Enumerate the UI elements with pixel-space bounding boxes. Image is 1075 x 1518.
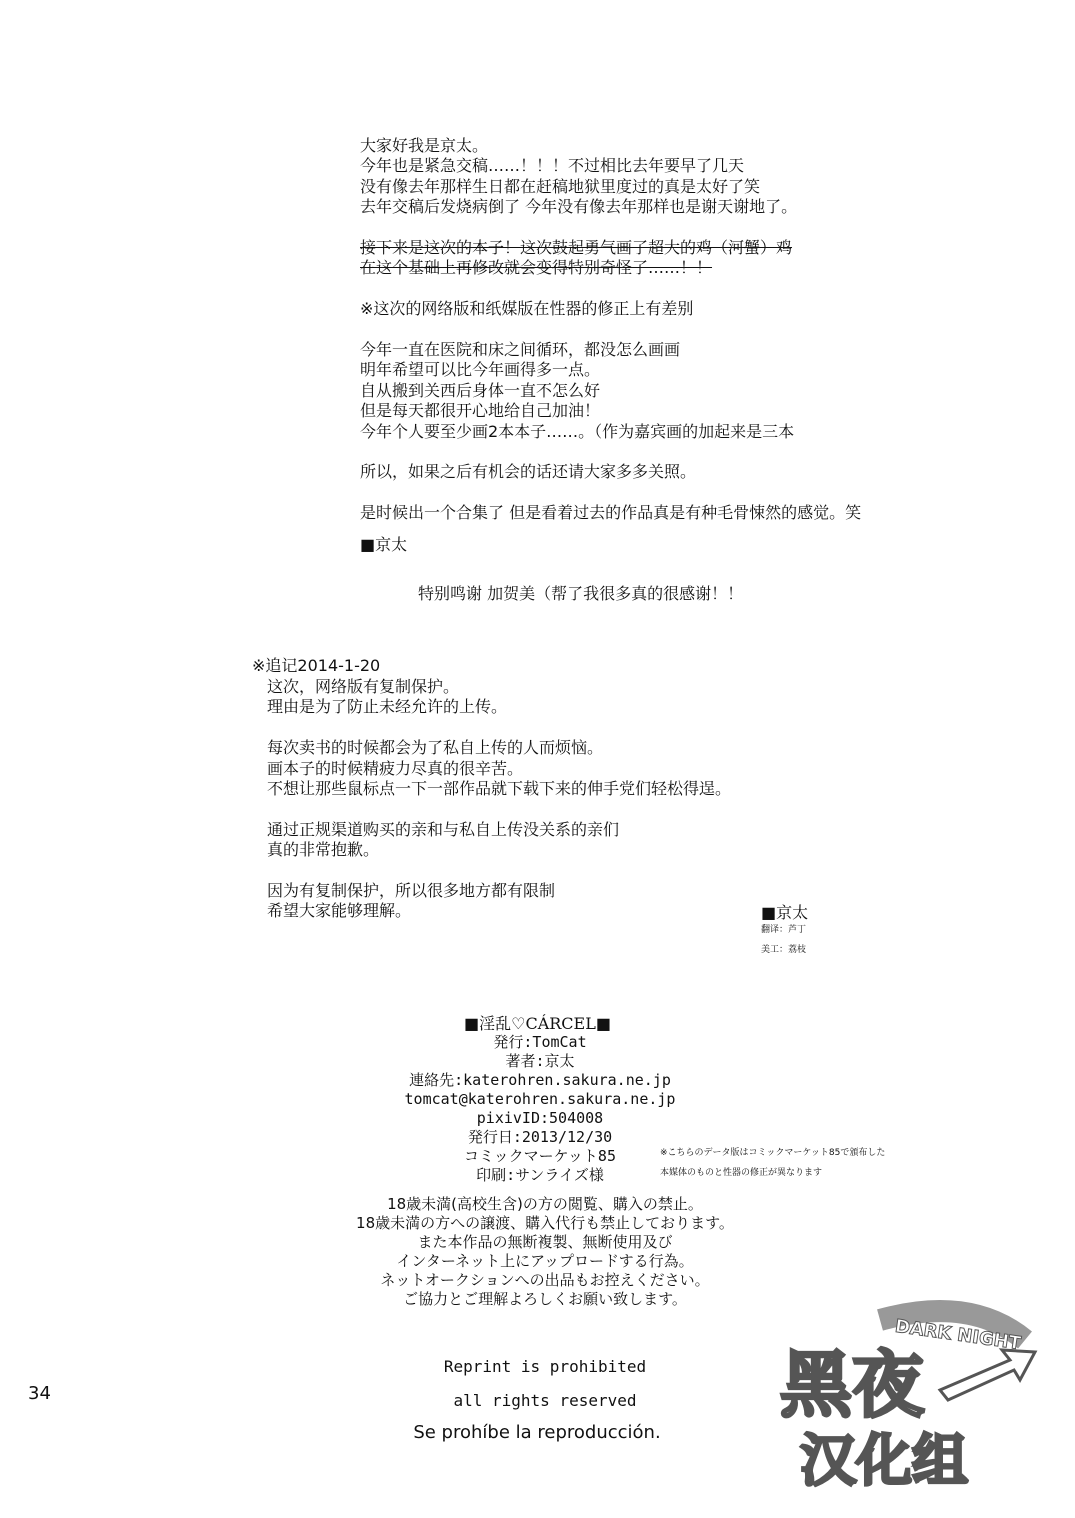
- text-line: 連絡先:katerohren.sakura.ne.jp: [409, 1071, 671, 1089]
- paragraph-gap: [360, 279, 861, 299]
- postscript-text: [267, 677, 731, 922]
- text-line: 没有像去年那样生日都在赶稿地狱里度过的真是太好了笑: [360, 176, 761, 196]
- text-line: 不想让那些鼠标点一下一部作品就下载下来的伸手党们轻松得逞。: [267, 779, 732, 799]
- text-line: 真的非常抱歉。: [267, 840, 380, 860]
- svg-text:汉化组: 汉化组: [800, 1429, 968, 1494]
- text-line: 今年个人要至少画2本本子……。（作为嘉宾画的加起来是三本: [360, 421, 795, 441]
- translation-credits: [761, 924, 806, 965]
- paragraph-gap: [360, 483, 861, 503]
- afterword-text: [360, 136, 861, 524]
- text-line: 翻译：芦丁: [761, 925, 807, 935]
- text-line: 是时候出一个合集了 但是看着过去的作品真是有种毛骨悚然的感觉。笑: [360, 503, 862, 523]
- postscript-heading: ※追记2014-1-20: [252, 656, 381, 675]
- text-line: 18歳未満の方への譲渡、購入代行も禁止しております。: [356, 1214, 734, 1232]
- text-line: 通过正规渠道购买的亲和与私自上传没关系的亲们: [267, 819, 620, 839]
- data-edition-note: [660, 1147, 885, 1188]
- text-line: 接下来是这次的本子！这次鼓起勇气画了超大的鸡（河蟹）鸡: [360, 238, 793, 258]
- postscript-signature: ■京太: [761, 903, 809, 922]
- text-line: 本媒体のものと性器の修正が異なります: [660, 1168, 823, 1179]
- svg-text:DARK NIGHT: DARK NIGHT: [893, 1315, 1023, 1355]
- text-line: 因为有复制保护，所以很多地方都有限制: [267, 881, 556, 901]
- text-line: pixivID:504008: [476, 1109, 604, 1127]
- text-line: tomcat@katerohren.sakura.ne.jp: [404, 1090, 676, 1108]
- page-number: 34: [28, 1383, 51, 1404]
- text-line: [267, 799, 731, 819]
- book-title: ■淫乱♡CÁRCEL■: [464, 1014, 611, 1033]
- text-line: ※这次的网络版和纸媒版在性器的修正上有差别: [360, 299, 694, 319]
- text-line: 著者:京太: [505, 1052, 575, 1070]
- text-line: ※こちらのデータ版はコミックマーケット85で頒布した: [660, 1148, 886, 1158]
- text-line: コミックマーケット85: [463, 1147, 616, 1165]
- text-line: [267, 718, 731, 738]
- text-line: ネットオークションへの出品もお控えください。: [380, 1271, 710, 1289]
- text-line: Reprint is prohibited: [443, 1357, 647, 1376]
- text-line: また本作品の無断複製、無断使用及び: [417, 1233, 673, 1251]
- text-line: 理由是为了防止未经允许的上传。: [267, 697, 508, 717]
- text-line: 明年希望可以比今年画得多一点。: [360, 360, 601, 380]
- text-line: ご協力とご理解よろしくお願い致します。: [403, 1290, 687, 1308]
- thanks-line: 特别鸣谢 加贺美（帮了我很多真的很感谢！！: [418, 584, 744, 603]
- text-line: 在这个基础上再修改就会变得特别奇怪了……！！: [360, 258, 713, 278]
- paragraph-gap: [360, 218, 861, 238]
- age-warning: [290, 1195, 800, 1309]
- scanlation-group-logo: [770, 1300, 1040, 1500]
- text-line: 発行日:2013/12/30: [467, 1128, 613, 1146]
- svg-text:黑夜: 黑夜: [780, 1343, 925, 1427]
- text-line: 今年一直在医院和床之间循环，都没怎么画画: [360, 340, 681, 360]
- text-line: 但是每天都很开心地给自己加油！: [360, 401, 601, 421]
- spanish-notice: Se prohíbe la reproducción.: [413, 1422, 661, 1443]
- text-line: 每次卖书的时候都会为了私自上传的人而烦恼。: [267, 738, 604, 758]
- text-line: 画本子的时候精疲力尽真的很辛苦。: [267, 758, 524, 778]
- paragraph-gap: [360, 320, 861, 340]
- text-line: インターネット上にアップロードする行為。: [396, 1252, 694, 1270]
- text-line: 去年交稿后发烧病倒了 今年没有像去年那样也是谢天谢地了。: [360, 197, 798, 217]
- text-line: [267, 861, 731, 881]
- text-line: 印刷:サンライズ様: [476, 1166, 604, 1184]
- rights-notice: [345, 1350, 745, 1418]
- text-line: 大家好我是京太。: [360, 136, 489, 155]
- text-line: 今年也是紧急交稿……！！！不过相比去年要早了几天: [360, 156, 745, 176]
- text-line: all rights reserved: [453, 1391, 637, 1410]
- afterword-signature: ■京太: [360, 535, 408, 554]
- text-line: 这次，网络版有复制保护。: [267, 677, 460, 696]
- text-line: 所以，如果之后有机会的话还请大家多多关照。: [360, 462, 697, 482]
- text-line: 美工：荔枝: [761, 945, 807, 956]
- text-line: 希望大家能够理解。: [267, 901, 412, 921]
- text-line: 18歳未満(高校生含)の方の閲覧、購入の禁止。: [387, 1195, 703, 1213]
- paragraph-gap: [360, 442, 861, 462]
- text-line: 発行:TomCat: [493, 1033, 587, 1051]
- text-line: 自从搬到关西后身体一直不怎么好: [360, 380, 601, 400]
